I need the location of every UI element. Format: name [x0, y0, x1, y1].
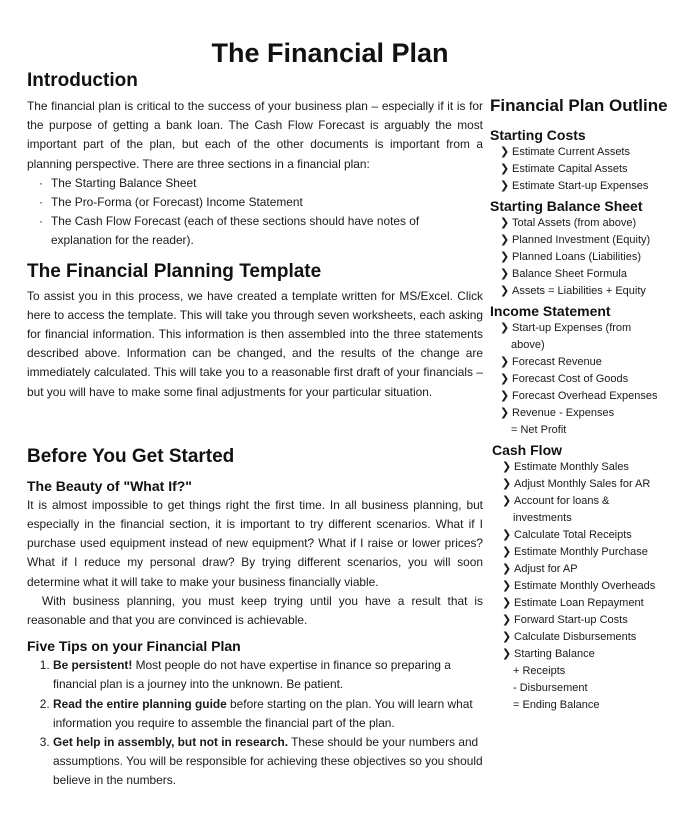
outline-section-heading: Income Statement	[490, 303, 611, 319]
outline-list	[490, 144, 676, 195]
outline-item-text: above)	[511, 339, 545, 351]
list-item	[490, 283, 676, 300]
outline-item-text: Planned Investment (Equity)	[512, 234, 651, 246]
outline-item-text: Forward Start-up Costs	[514, 614, 628, 626]
list-item	[490, 388, 676, 405]
outline-item-text: Account for loans &	[514, 495, 610, 507]
tip-item	[53, 656, 483, 694]
outline-item-text: = Ending Balance	[513, 699, 600, 711]
outline-item-text: Total Assets (from above)	[512, 217, 637, 229]
outline-section-heading: Starting Balance Sheet	[490, 198, 643, 214]
outline-sections	[490, 126, 676, 714]
chevron-right-icon: ❯	[502, 648, 512, 660]
list-item	[490, 249, 676, 266]
tip-item	[53, 695, 483, 733]
list-item	[492, 510, 676, 527]
outline-item-text: Balance Sheet Formula	[512, 268, 627, 280]
chevron-right-icon: ❯	[500, 146, 510, 158]
chevron-right-icon: ❯	[502, 461, 512, 473]
outline-item-text: Starting Balance	[514, 648, 595, 660]
tip-text: before starting on the plan. You will learn what information you require to assemble the financial part of the plan.	[53, 696, 473, 730]
outline-sidebar	[490, 96, 676, 716]
chevron-right-icon: ❯	[500, 217, 510, 229]
chevron-right-icon: ❯	[500, 234, 510, 246]
list-item	[492, 527, 676, 544]
tips-heading: Five Tips on your Financial Plan	[27, 638, 241, 655]
what-if-paragraph: It is almost impossible to get things right the first time. In all business planning, but especially in the financial section, it is important to try different scenarios. What if I purchase used equipment instead of new equipment? What if I raise or lower prices? What if I reduce my personal draw? By trying different scenarios, you will soon determine what it will take to make your business financially viable.	[27, 497, 483, 589]
template-heading: The Financial Planning Template	[27, 260, 322, 282]
tips-list	[27, 656, 483, 790]
chevron-right-icon: ❯	[502, 546, 512, 558]
sections-list	[27, 174, 483, 251]
outline-item-text: Forecast Cost of Goods	[512, 373, 629, 385]
outline-title: Financial Plan Outline	[490, 96, 668, 115]
chevron-right-icon: ❯	[502, 495, 512, 507]
outline-list	[492, 459, 676, 714]
list-item	[492, 697, 676, 714]
list-item	[492, 680, 676, 697]
outline-section-heading: Starting Costs	[490, 127, 586, 143]
list-item	[490, 337, 676, 354]
what-if-subheading: The Beauty of "What If?"	[27, 477, 192, 494]
list-item	[490, 215, 676, 232]
tip-item	[53, 733, 483, 791]
list-item	[492, 629, 676, 646]
outline-item-text: Estimate Monthly Overheads	[514, 580, 656, 592]
chevron-right-icon: ❯	[500, 356, 510, 368]
list-item	[490, 422, 676, 439]
outline-item-text: Estimate Start-up Expenses	[512, 180, 649, 192]
outline-list	[490, 320, 676, 439]
chevron-right-icon: ❯	[502, 563, 512, 575]
outline-item-text: = Net Profit	[511, 424, 567, 436]
list-item: · The Pro-Forma (or Forecast) Income Statement	[39, 193, 483, 212]
list-item	[490, 371, 676, 388]
list-item	[492, 646, 676, 663]
outline-item-text: Estimate Loan Repayment	[514, 597, 644, 609]
tip-bold: Read the entire planning guide	[53, 696, 227, 711]
outline-item-text: Calculate Disbursements	[514, 631, 637, 643]
list-item	[490, 354, 676, 371]
tip-bold: Get help in assembly, but not in research.	[53, 735, 289, 750]
outline-item-text: Estimate Current Assets	[512, 146, 630, 158]
list-item	[492, 493, 676, 510]
outline-item-text: Forecast Revenue	[512, 356, 602, 368]
introduction-heading: Introduction	[27, 70, 138, 91]
list-item	[492, 476, 676, 493]
list-item	[490, 405, 676, 422]
main-column	[27, 68, 483, 791]
outline-list	[490, 215, 676, 300]
persistence-paragraph: With business planning, you must keep trying until you have a result that is reasonable and that you are convinced is achievable.	[27, 593, 483, 628]
outline-item-text: Planned Loans (Liabilities)	[512, 251, 642, 263]
list-item	[490, 320, 676, 337]
template-paragraph: To assist you in this process, we have created a template written for MS/Excel. Click here to access the template. This will take you through seven worksheets, each asking for financial information. This information is then assembled into the three statements described above. Information can be changed, and the results of the change are immediately calculated. This will take you to a reasonable first draft of your financials – but you will have to make some final adjustments for your particular situation.	[27, 288, 483, 399]
outline-item-text: Estimate Capital Assets	[512, 163, 628, 175]
list-item	[490, 161, 676, 178]
chevron-right-icon: ❯	[502, 478, 512, 490]
tip-text: Most people do not have expertise in finance so preparing a financial plan is a journey into the unknown. Be patient.	[53, 658, 451, 692]
outline-item-text: Calculate Total Receipts	[514, 529, 632, 541]
page-title: The Financial Plan	[211, 38, 449, 69]
list-item	[490, 232, 676, 249]
outline-item-text: investments	[513, 512, 572, 524]
outline-item-text: - Disbursement	[513, 682, 588, 694]
chevron-right-icon: ❯	[500, 180, 510, 192]
chevron-right-icon: ❯	[502, 631, 512, 643]
list-item	[492, 561, 676, 578]
list-item	[492, 459, 676, 476]
chevron-right-icon: ❯	[500, 251, 510, 263]
chevron-right-icon: ❯	[500, 322, 510, 334]
chevron-right-icon: ❯	[502, 597, 512, 609]
list-item: · The Cash Flow Forecast (each of these sections should have notes of explanation for the reader).	[39, 212, 483, 250]
outline-item-text: Adjust for AP	[514, 563, 578, 575]
outline-item-text: Revenue - Expenses	[512, 407, 615, 419]
list-item	[490, 266, 676, 283]
outline-item-text: Adjust Monthly Sales for AR	[514, 478, 651, 490]
list-item	[492, 663, 676, 680]
outline-item-text: Forecast Overhead Expenses	[512, 390, 658, 402]
tip-bold: Be persistent!	[53, 658, 133, 673]
chevron-right-icon: ❯	[500, 390, 510, 402]
chevron-right-icon: ❯	[500, 373, 510, 385]
outline-item-text: Assets = Liabilities + Equity	[512, 285, 646, 297]
outline-item-text: + Receipts	[513, 665, 566, 677]
introduction-paragraph: The financial plan is critical to the success of your business plan – especially if it is for the purpose of getting a bank loan. The Cash Flow Forecast is arguably the most important part of the plan, but each of the other documents is important from a planning perspective. There are three sections in a financial plan:	[27, 99, 483, 171]
chevron-right-icon: ❯	[500, 407, 510, 419]
chevron-right-icon: ❯	[502, 580, 512, 592]
chevron-right-icon: ❯	[500, 285, 510, 297]
outline-section-heading: Cash Flow	[492, 442, 563, 458]
list-item	[490, 178, 676, 195]
outline-item-text: Estimate Monthly Purchase	[514, 546, 648, 558]
list-item	[490, 144, 676, 161]
chevron-right-icon: ❯	[502, 614, 512, 626]
list-item: · The Starting Balance Sheet	[39, 174, 483, 193]
list-item	[492, 595, 676, 612]
list-item	[492, 544, 676, 561]
list-item	[492, 612, 676, 629]
before-heading: Before You Get Started	[27, 445, 235, 467]
list-item	[492, 578, 676, 595]
chevron-right-icon: ❯	[502, 529, 512, 541]
chevron-right-icon: ❯	[500, 163, 510, 175]
outline-item-text: Start-up Expenses (from	[512, 322, 632, 334]
tip-text: These should be your numbers and assumptions. You will be responsible for achieving these objectives so you should believe in the numbers.	[53, 735, 483, 788]
outline-item-text: Estimate Monthly Sales	[514, 461, 629, 473]
chevron-right-icon: ❯	[500, 268, 510, 280]
